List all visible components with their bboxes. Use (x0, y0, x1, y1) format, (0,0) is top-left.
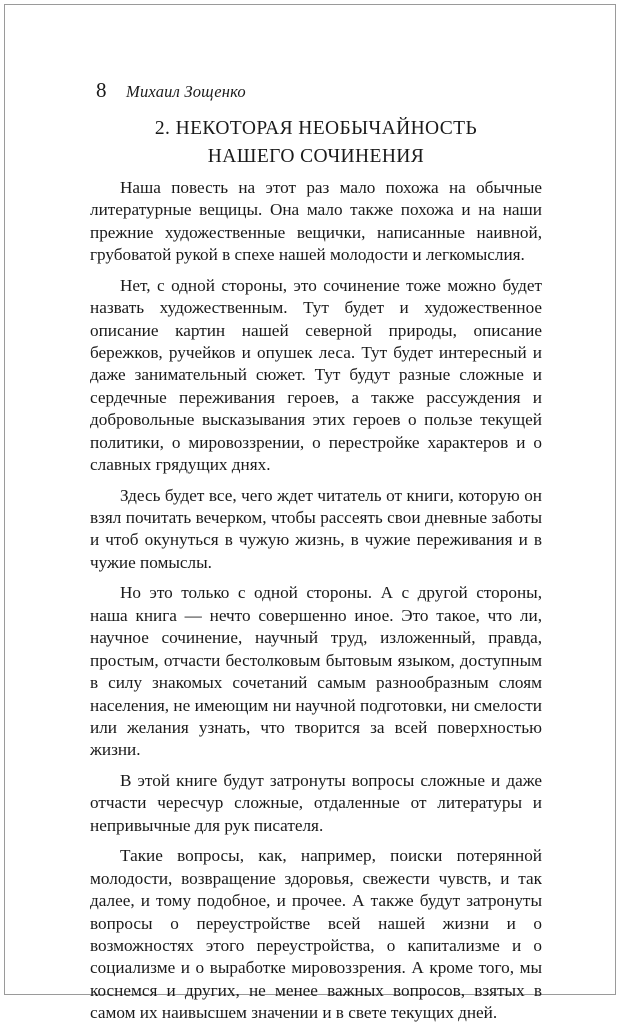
paragraph: В этой книге будут затронуты вопросы сложные и даже отчасти чересчур сложные, отдаленные от литературы и непривычные для рук писателя. (90, 770, 542, 835)
chapter-title (90, 115, 542, 171)
paragraph: Здесь будет все, чего ждет читатель от книги, которую он взял почитать вечерком, чтобы рассеять свои дневные заботы и чтоб окунуться в чужую жизнь, в чужие переживания и в чужие помыслы. (90, 485, 542, 572)
chapter-title-line-2: НАШЕГО СОЧИНЕНИЯ (207, 146, 425, 167)
author-name: Михаил Зощенко (126, 82, 246, 101)
running-head (96, 78, 246, 103)
chapter-title-line-1: 2. НЕКОТОРАЯ НЕОБЫЧАЙНОСТЬ (154, 118, 478, 139)
body-text (90, 177, 542, 1033)
paragraph: Но это только с одной стороны. А с другой стороны, наша книга — нечто совершенно иное. Это такое, что ли, научное сочинение, научный труд, изложенный, правда, простым, отчасти бестолковым бытовым языком, доступным в силу знакомых сочетаний самым разнообразным слоям населения, не имеющим ни научной подготовки, ни смелости или желания узнать, что творится за всей поверхностью жизни. (90, 583, 542, 760)
paragraph: Такие вопросы, как, например, поиски потерянной молодости, возвращение здоровья, свежести чувств, и так далее, и тому подобное, и прочее. А также будут затронуты вопросы о переустройстве всей нашей жизни и о возможностях этого переустройства, о капитализме и о социализме и о выработке мировоззрения. А кроме того, мы коснемся и других, не менее важных вопросов, взятых в самом их наивысшем значении и в свете текущих дней. (90, 846, 542, 1023)
page-number: 8 (96, 78, 107, 102)
paragraph: Нет, с одной стороны, это сочинение тоже можно будет назвать художественным. Тут будет и художественное описание картин нашей северной природы, описание бережков, ручейков и опушек леса. Тут будет интересный и даже занимательный сюжет. Тут будут разные сложные и сердечные переживания героев, а также рассуждения и добровольные высказывания этих героев о пользе текущей политики, о мировоззрении, о перестройке характеров и о славных грядущих днях. (90, 275, 542, 475)
paragraph: Наша повесть на этот раз мало похожа на обычные литературные вещицы. Она мало также похожа и на наши прежние художественные вещички, написанные наивной, грубоватой рукой в спехе нашей молодости и легкомыслия. (90, 178, 542, 265)
